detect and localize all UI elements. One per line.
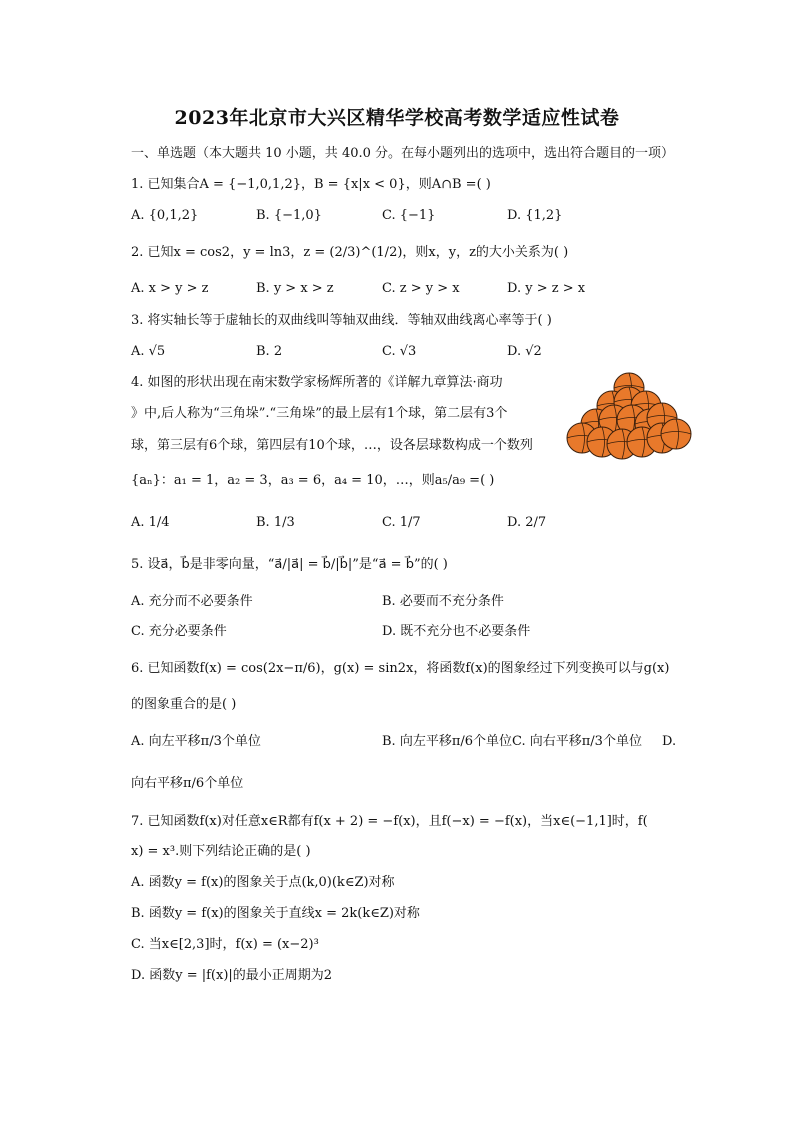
q5-option-b[interactable]: B. 必要而不充分条件 xyxy=(382,594,504,609)
question-4-stem-line-4: {aₙ}：a₁ = 1，a₂ = 3，a₃ = 6，a₄ = 10，…，则a₅/a₉ =( ) xyxy=(131,473,495,488)
q1-option-b[interactable]: B. {−1,0} xyxy=(256,208,322,223)
q2-option-b[interactable]: B. y > x > z xyxy=(256,281,334,296)
q3-option-a[interactable]: A. √5 xyxy=(131,344,166,359)
q2-option-a[interactable]: A. x > y > z xyxy=(131,281,209,296)
question-7-stem-line-2: x) = x³.则下列结论正确的是( ) xyxy=(131,844,311,859)
question-3-stem: 3. 将实轴长等于虚轴长的双曲线叫等轴双曲线．等轴双曲线离心率等于( ) xyxy=(131,313,552,328)
question-7-stem-line-1: 7. 已知函数f(x)对任意x∈R都有f(x + 2) = −f(x)，且f(−x) = −f(x)，当x∈(−1,1]时，f( xyxy=(131,814,648,829)
q6-option-d-text[interactable]: 向右平移π/6个单位 xyxy=(131,776,244,791)
q1-option-a[interactable]: A. {0,1,2} xyxy=(131,208,199,223)
q7-option-d[interactable]: D. 函数y = |f(x)|的最小正周期为2 xyxy=(131,968,333,983)
basketball-pyramid-figure xyxy=(566,372,692,462)
q4-option-b[interactable]: B. 1/3 xyxy=(256,515,295,530)
q6-option-a[interactable]: A. 向左平移π/3个单位 xyxy=(131,734,261,749)
q6-option-b-c[interactable]: B. 向左平移π/6个单位C. 向右平移π/3个单位 xyxy=(382,734,642,749)
question-4-stem-line-1: 4. 如图的形状出现在南宋数学家杨辉所著的《详解九章算法·商功 xyxy=(131,375,503,390)
q4-option-c[interactable]: C. 1/7 xyxy=(382,515,421,530)
q1-option-c[interactable]: C. {−1} xyxy=(382,208,436,223)
q7-option-c[interactable]: C. 当x∈[2,3]时，f(x) = (x−2)³ xyxy=(131,937,319,952)
q1-option-d[interactable]: D. {1,2} xyxy=(507,208,563,223)
q2-option-c[interactable]: C. z > y > x xyxy=(382,281,460,296)
q3-option-c[interactable]: C. √3 xyxy=(382,344,417,359)
section-heading: 一、单选题（本大题共 10 小题，共 40.0 分。在每小题列出的选项中，选出符合题目的一项） xyxy=(131,146,675,161)
page-title: 2023年北京市大兴区精华学校高考数学适应性试卷 xyxy=(174,107,620,129)
question-6-stem-line-1: 6. 已知函数f(x) = cos(2x−π/6)，g(x) = sin2x，将函数f(x)的图象经过下列变换可以与g(x) xyxy=(131,661,670,676)
basketball-icon xyxy=(661,419,691,449)
q5-option-d[interactable]: D. 既不充分也不必要条件 xyxy=(382,624,531,639)
question-1-stem: 1. 已知集合A = {−1,0,1,2}，B = {x|x < 0}，则A∩B =( ) xyxy=(131,177,491,192)
q5-option-c[interactable]: C. 充分必要条件 xyxy=(131,624,227,639)
q2-option-d[interactable]: D. y > z > x xyxy=(507,281,586,296)
question-6-stem-line-2: 的图象重合的是( ) xyxy=(131,697,237,712)
q6-option-d[interactable]: D. xyxy=(662,734,677,749)
question-4-stem-line-2: 》中,后人称为“三角垛”.“三角垛”的最上层有1个球，第二层有3个 xyxy=(131,406,508,421)
question-4-stem-line-3: 球，第三层有6个球，第四层有10个球，…，设各层球数构成一个数列 xyxy=(131,438,533,453)
q3-option-b[interactable]: B. 2 xyxy=(256,344,283,359)
question-2-stem: 2. 已知x = cos2，y = ln3，z = (2/3)^(1/2)，则x，y，z的大小关系为( ) xyxy=(131,245,569,260)
question-5-stem: 5. 设a⃗，b⃗是非零向量，“a⃗/|a⃗| = b⃗/|b⃗|”是“a⃗ = b⃗”的( ) xyxy=(131,557,448,572)
q7-option-a[interactable]: A. 函数y = f(x)的图象关于点(k,0)(k∈Z)对称 xyxy=(131,875,395,890)
q4-option-a[interactable]: A. 1/4 xyxy=(131,515,170,530)
q7-option-b[interactable]: B. 函数y = f(x)的图象关于直线x = 2k(k∈Z)对称 xyxy=(131,906,420,921)
q4-option-d[interactable]: D. 2/7 xyxy=(507,515,547,530)
q5-option-a[interactable]: A. 充分而不必要条件 xyxy=(131,594,253,609)
q3-option-d[interactable]: D. √2 xyxy=(507,344,542,359)
